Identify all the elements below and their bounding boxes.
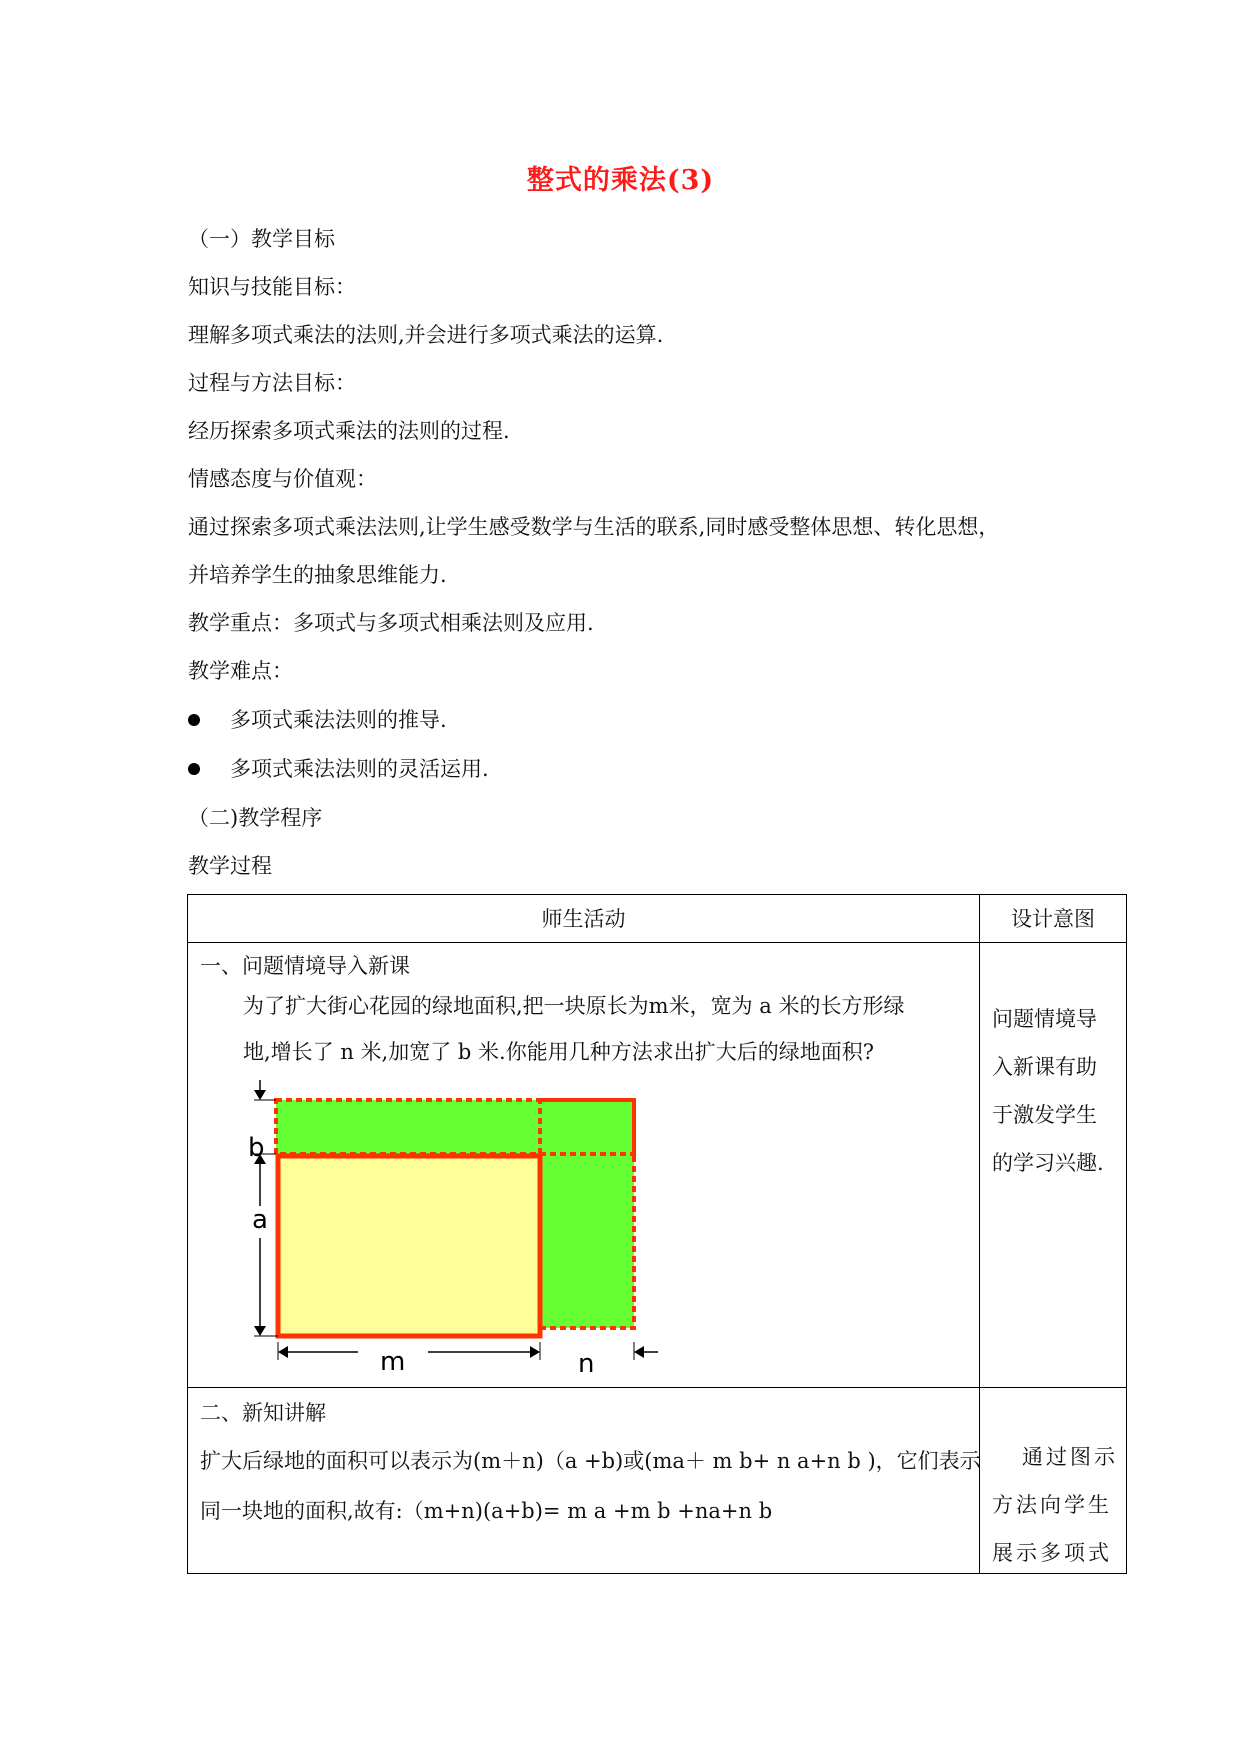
green-top-strip [276, 1100, 634, 1154]
bullet-dot-1 [188, 714, 200, 726]
process-goal-text: 经历探索多项式乘法的法则的过程. [188, 419, 510, 443]
row1-intent-line-3: 于激发学生 [992, 1103, 1097, 1127]
label-n: n [578, 1349, 595, 1379]
row1-design-intent [992, 995, 1118, 1187]
row1-intent-line-2: 入新课有助 [992, 1055, 1097, 1079]
header-activities: 师生活动 [541, 907, 626, 931]
label-m: m [380, 1347, 406, 1377]
difficulty-item-2: 多项式乘法法则的灵活运用. [230, 757, 489, 781]
attitude-goal-heading: 情感态度与价值观： [188, 467, 377, 491]
attitude-goal-text-2: 并培养学生的抽象思维能力. [188, 563, 447, 587]
label-a: a [252, 1205, 268, 1235]
row1-intent-line-4: 的学习兴趣. [992, 1151, 1104, 1175]
table-header-divider [188, 942, 1126, 943]
row1-heading: 一、问题情境导入新课 [200, 954, 410, 978]
process-goal-heading: 过程与方法目标： [188, 371, 356, 395]
row2-design-intent [992, 1433, 1118, 1577]
row2-intent-line-3: 展示多项式 [992, 1541, 1112, 1565]
key-point: 教学重点：多项式与多项式相乘法则及应用. [188, 611, 594, 635]
row1-intent-line-1: 问题情境导 [992, 1007, 1097, 1031]
knowledge-goal-heading: 知识与技能目标： [188, 275, 356, 299]
bullet-dot-2 [188, 763, 200, 775]
row2-text-1: 扩大后绿地的面积可以表示为(m＋n)（a +b)或(ma＋ m b+ n a+n b )，它们表示 [200, 1449, 981, 1473]
row2-intent-line-1: 通过图示 [1022, 1445, 1118, 1469]
original-rectangle [278, 1156, 540, 1336]
section-teaching-procedure: （二)教学程序 [188, 806, 323, 830]
row1-text-2: 地,增长了 n 米,加宽了 b 米.你能用几种方法求出扩大后的绿地面积? [243, 1040, 874, 1064]
row1-text-1: 为了扩大街心花园的绿地面积,把一块原长为m米，宽为 a 米的长方形绿 [243, 994, 905, 1018]
section-teaching-goals: （一）教学目标 [188, 227, 335, 251]
document-title: 整式的乘法(3) [526, 165, 715, 196]
row2-text-2: 同一块地的面积,故有:（m+n)(a+b)= m a +m b +na+n b [200, 1499, 773, 1523]
difficulty-heading: 教学难点： [188, 659, 293, 683]
label-b: b [248, 1133, 265, 1163]
green-right-strip [540, 1154, 634, 1328]
teaching-process-label: 教学过程 [188, 854, 272, 878]
lesson-table [187, 894, 1127, 1574]
table-row-divider [188, 1387, 1126, 1388]
row2-heading: 二、新知讲解 [200, 1401, 326, 1425]
knowledge-goal-text: 理解多项式乘法的法则,并会进行多项式乘法的运算. [188, 323, 664, 347]
attitude-goal-text-1: 通过探索多项式乘法法则,让学生感受数学与生活的联系,同时感受整体思想、转化思想， [188, 515, 1000, 539]
row2-intent-line-2: 方法向学生 [992, 1493, 1112, 1517]
difficulty-item-1: 多项式乘法法则的推导. [230, 708, 447, 732]
header-design-intent: 设计意图 [1011, 907, 1095, 931]
area-diagram [188, 1070, 668, 1380]
